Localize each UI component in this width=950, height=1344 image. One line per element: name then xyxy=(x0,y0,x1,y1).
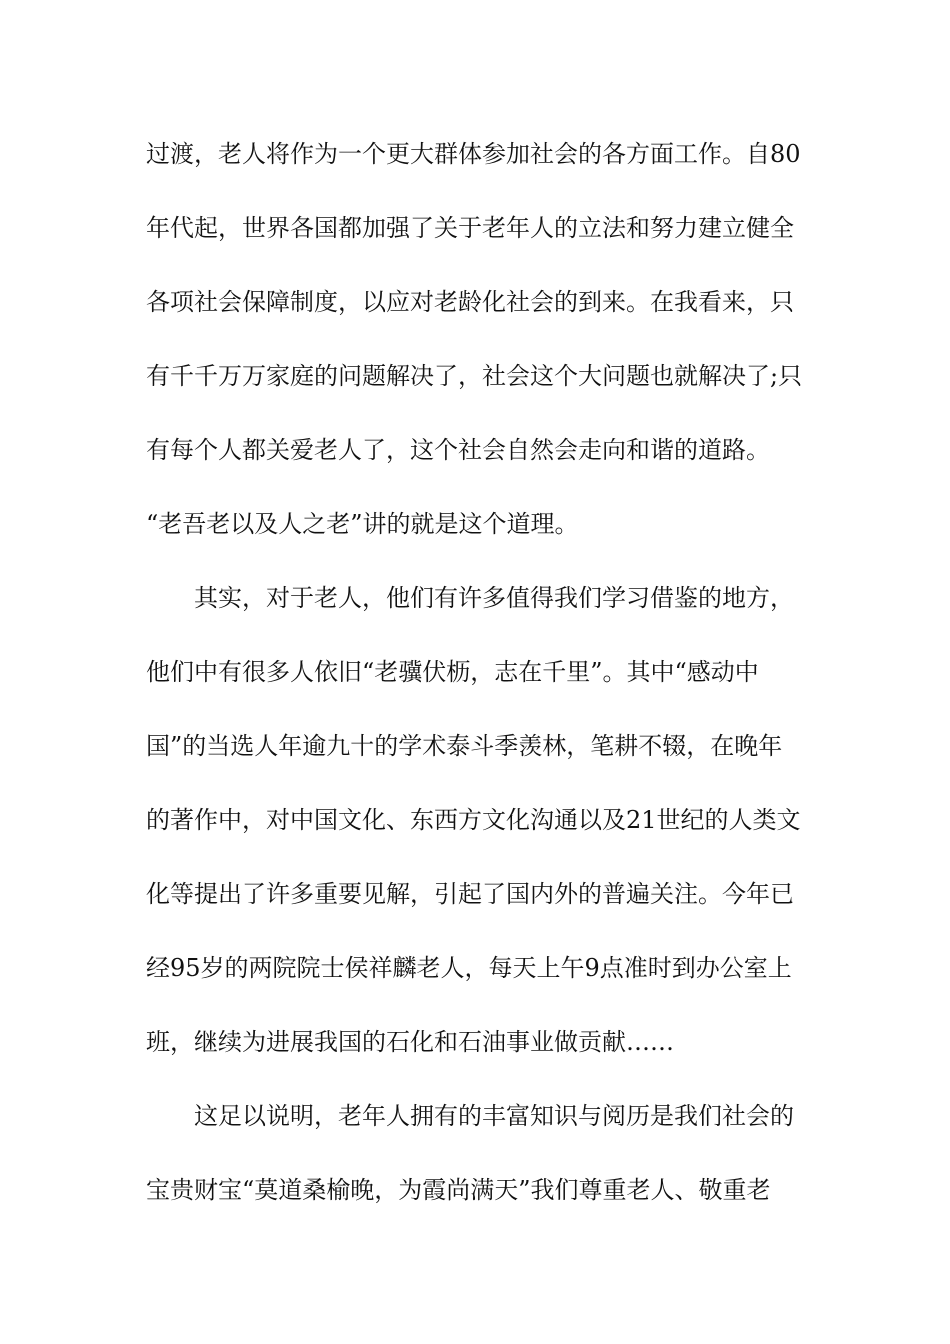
text-line-5: 有每个人都关爱老人了，这个社会自然会走向和谐的道路。 xyxy=(146,436,770,464)
text-line-4: 有千千万万家庭的问题解决了，社会这个大问题也就解决了;只 xyxy=(146,362,803,390)
paragraph-start-line-14: 这足以说明，老年人拥有的丰富知识与阅历是我们社会的 xyxy=(194,1102,794,1130)
text-line-1: 过渡，老人将作为一个更大群体参加社会的各方面工作。自80 xyxy=(146,140,801,168)
text-line-6: “老吾老以及人之老”讲的就是这个道理。 xyxy=(146,510,579,538)
text-line-2: 年代起，世界各国都加强了关于老年人的立法和努力建立健全 xyxy=(146,214,794,242)
paragraph-start-line-7: 其实，对于老人，他们有许多值得我们学习借鉴的地方， xyxy=(194,584,794,612)
body-text xyxy=(146,130,816,1240)
text-line-8: 他们中有很多人依旧“老骥伏枥，志在千里”。其中“感动中 xyxy=(146,658,759,686)
text-line-12: 经95岁的两院院士侯祥麟老人，每天上午9点准时到办公室上 xyxy=(146,954,792,982)
text-line-10: 的著作中，对中国文化、东西方文化沟通以及21世纪的人类文 xyxy=(146,806,801,834)
text-line-11: 化等提出了许多重要见解，引起了国内外的普遍关注。今年已 xyxy=(146,880,794,908)
text-line-3: 各项社会保障制度，以应对老龄化社会的到来。在我看来，只 xyxy=(146,288,794,316)
text-line-9: 国”的当选人年逾九十的学术泰斗季羡林，笔耕不辍，在晚年 xyxy=(146,732,783,760)
text-line-13: 班，继续为进展我国的石化和石油事业做贡献…… xyxy=(146,1028,674,1056)
text-line-15: 宝贵财宝“莫道桑榆晚，为霞尚满天”我们尊重老人、敬重老 xyxy=(146,1176,771,1204)
